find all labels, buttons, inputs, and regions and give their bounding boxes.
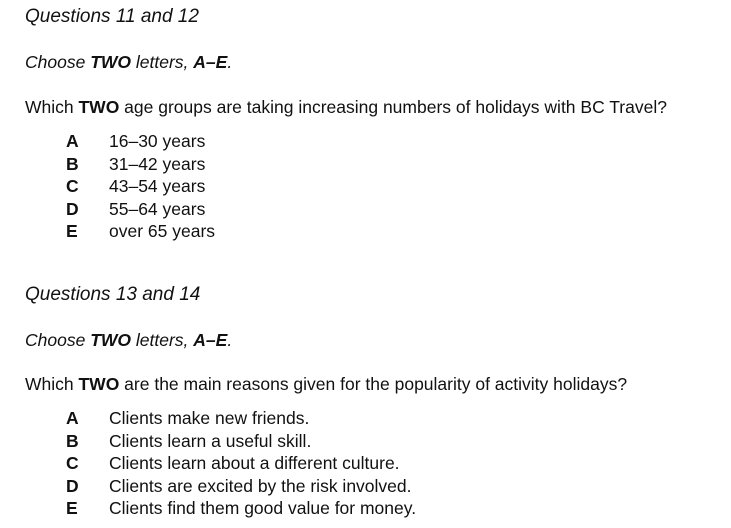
option-letter: B <box>66 430 79 451</box>
option-text: Clients find them good value for money. <box>109 498 417 518</box>
instruction: Choose TWO letters, A–E. <box>25 52 233 72</box>
option-c[interactable] <box>0 453 731 476</box>
option-text: 55–64 years <box>109 198 206 219</box>
question-text: Which TWO age groups are taking increasing numbers of holidays with BC Travel? <box>25 97 667 117</box>
option-e[interactable] <box>0 498 731 521</box>
option-b[interactable] <box>0 154 731 177</box>
option-text: Clients make new friends. <box>109 408 310 428</box>
option-text: Clients learn a useful skill. <box>109 430 312 451</box>
option-letter: A <box>66 131 79 151</box>
section-heading: Questions 13 and 14 <box>25 284 201 305</box>
option-letter: C <box>66 453 79 473</box>
option-c[interactable] <box>0 176 731 199</box>
question-text: Which TWO are the main reasons given for the popularity of activity holidays? <box>25 374 628 394</box>
option-letter: E <box>66 221 78 241</box>
option-letter: E <box>66 498 78 518</box>
option-a[interactable] <box>0 408 731 431</box>
section-heading: Questions 11 and 12 <box>25 6 199 27</box>
option-letter: D <box>66 475 79 496</box>
option-text: over 65 years <box>109 221 216 241</box>
option-text: Clients learn about a different culture. <box>109 453 400 473</box>
option-text: 43–54 years <box>109 176 206 196</box>
option-letter: A <box>66 408 79 428</box>
option-text: Clients are excited by the risk involved. <box>109 475 412 496</box>
option-b[interactable] <box>0 431 731 454</box>
option-d[interactable] <box>0 199 731 222</box>
option-d[interactable] <box>0 476 731 499</box>
option-e[interactable] <box>0 221 731 244</box>
option-text: 31–42 years <box>109 153 206 174</box>
option-text: 16–30 years <box>109 131 206 151</box>
instruction: Choose TWO letters, A–E. <box>25 330 233 350</box>
option-letter: D <box>66 198 79 219</box>
option-letter: B <box>66 153 79 174</box>
option-letter: C <box>66 176 79 196</box>
option-a[interactable] <box>0 131 731 154</box>
